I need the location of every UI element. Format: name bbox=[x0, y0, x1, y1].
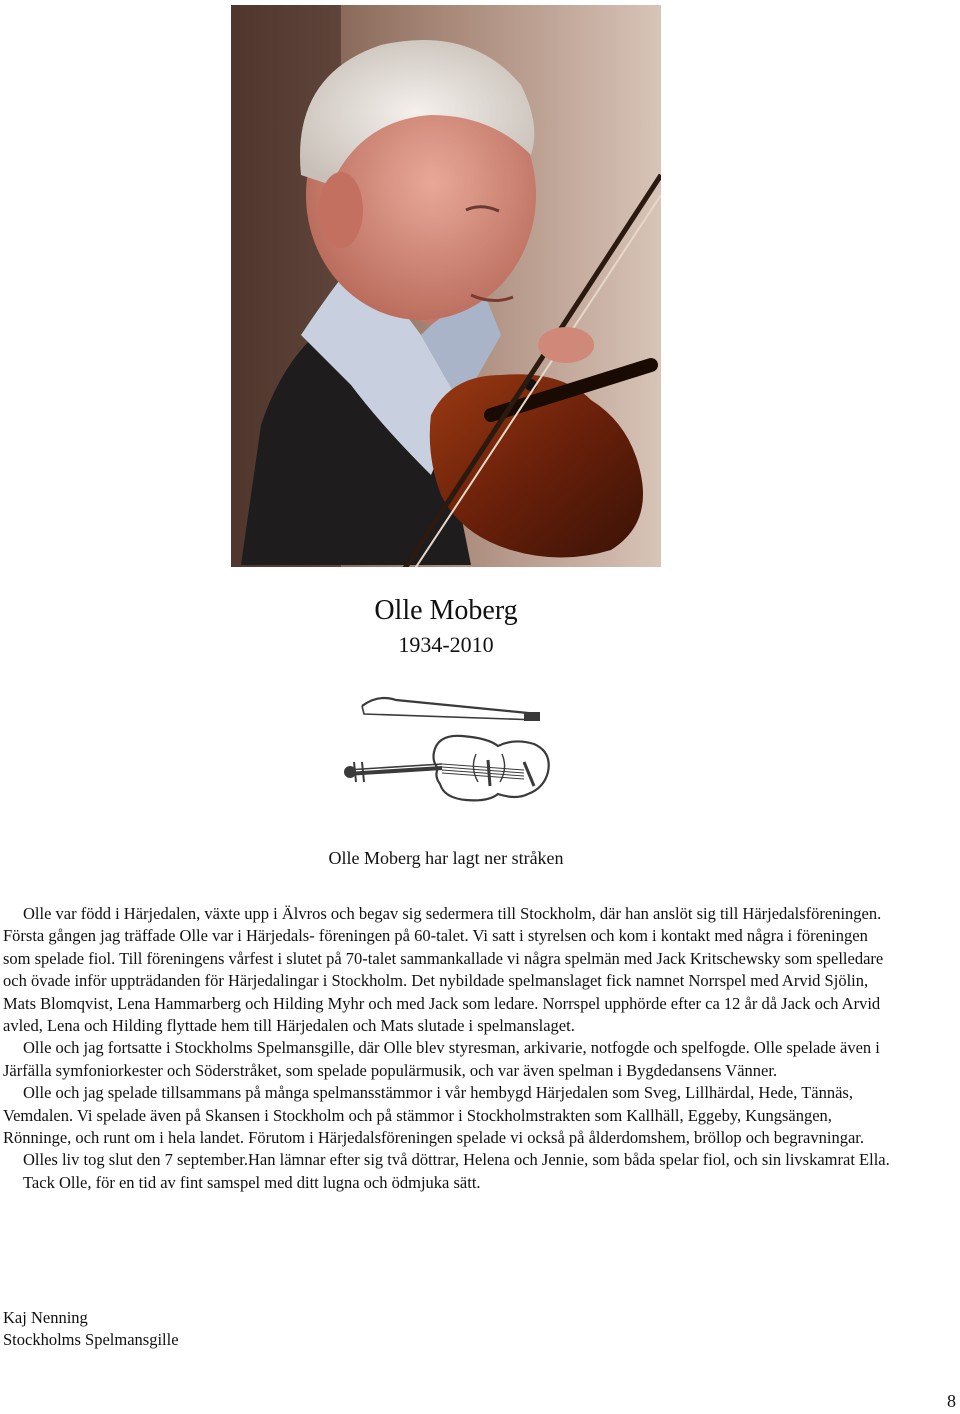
signature-organization: Stockholms Spelmansgille bbox=[3, 1330, 179, 1350]
portrait-photo bbox=[231, 5, 661, 567]
page-number: 8 bbox=[947, 1391, 956, 1411]
paragraph: Olles liv tog slut den 7 september.Han lämnar efter sig två döttrar, Helena och Jennie, som båda spelar fiol, och sin livskamrat Ella. bbox=[23, 1150, 890, 1170]
paragraph: Tack Olle, för en tid av fint samspel med ditt lugna och ödmjuka sätt. bbox=[23, 1172, 481, 1192]
violin-and-bow-icon bbox=[338, 690, 553, 812]
subtitle: Olle Moberg har lagt ner stråken bbox=[328, 848, 564, 868]
signature-author: Kaj Nenning bbox=[3, 1308, 88, 1327]
life-years: 1934-2010 bbox=[398, 632, 494, 657]
paragraph: Olle och jag fortsatte i Stockholms Spelmansgille, där Olle blev styresman, arkivarie, notfogde och spelfogde. Olle spelade även i Järfälla symfoniorkester och Söderstråket, som spelade populärmusik, och var även spelman i Bygdedansens Vänner. bbox=[3, 1038, 880, 1080]
person-name: Olle Moberg bbox=[374, 595, 518, 626]
paragraph: Olle och jag spelade tillsammans på många spelmansstämmor i vår hembygd Härjedalen som Sveg, Lillhärdal, Hede, Tännäs, Vemdalen. Vi spelade även på Skansen i Stockholm och på stämmor i Stockholmstrakten som Kallhäll, Eggeby, Kungsängen, Rönninge, och runt om i hela landet. Förutom i Härjedalsföreningen spelade vi också på ålderdomshem, bröllop och begravningar. bbox=[3, 1083, 864, 1148]
obituary-text bbox=[3, 903, 893, 1194]
signature bbox=[3, 1307, 179, 1352]
paragraph: Olle var född i Härjedalen, växte upp i Älvros och begav sig sedermera till Stockholm, där han anslöt sig till Härjedalsföreningen. Första gången jag träffade Olle var i Härjedals- föreningen på 60-talet. Vi satt i styrelsen och kom i kontakt med några i föreningen som spelade fiol. Till föreningens vårfest i slutet på 70-talet sammankallade vi några spelmän med Jack Kritschewsky som spelledare och övade inför uppträdanden för Härjedalingar i Stockholm. Det nybildade spelmanslaget fick namnet Norrspel med Arvid Sjölin, Mats Blomqvist, Lena Hammarberg och Hilding Myhr och med Jack som ledare. Norrspel upphörde efter ca 12 år då Jack och Arvid avled, Lena och Hilding flyttade hem till Härjedalen och Mats slutade i spelmanslaget. bbox=[3, 904, 884, 1036]
